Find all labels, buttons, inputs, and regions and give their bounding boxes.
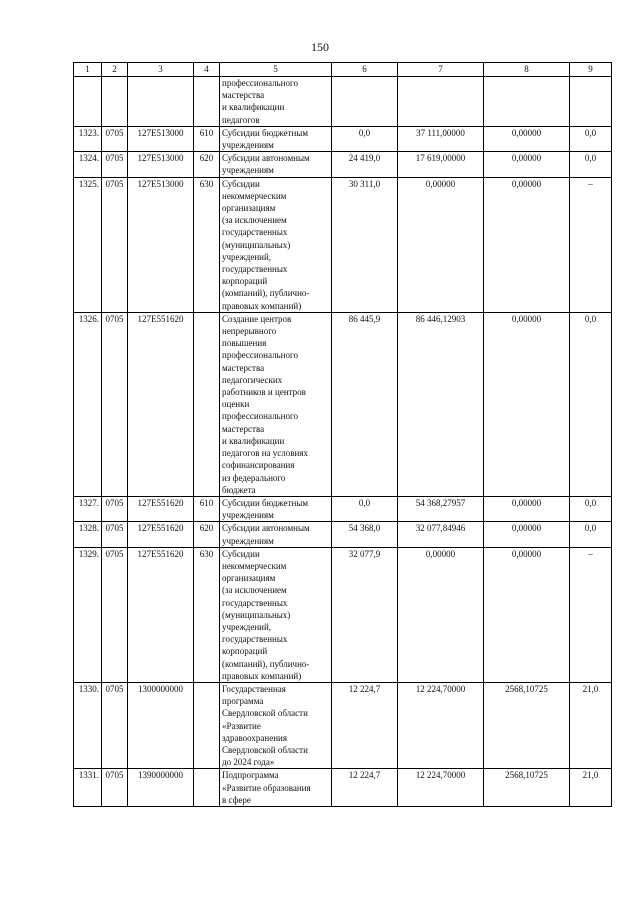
section-code: 0705 (102, 496, 128, 521)
amount-col-9: – (570, 177, 612, 312)
amount-col-7 (398, 77, 484, 127)
item-name: Создание центров непрерывного повышения профессионального мастерства педагогических работников и центров оценки профессионального мастерства и квалификации педагогов на условиях софинансирования из федерального бюджета (220, 312, 332, 496)
row-number: 1326. (74, 312, 102, 496)
item-name: Государственная программа Свердловской области «Развитие здравоохранения Свердловской области до 2024 года» (220, 682, 332, 768)
header-cell: 7 (398, 63, 484, 77)
amount-col-9: 0,0 (570, 126, 612, 151)
amount-col-7: 0,00000 (398, 177, 484, 312)
amount-col-8: 2568,10725 (484, 769, 570, 807)
target-code: 1390000000 (128, 769, 194, 807)
budget-table (73, 62, 612, 807)
amount-col-8: 0,00000 (484, 522, 570, 547)
amount-col-9: 0,0 (570, 152, 612, 177)
amount-col-8: 0,00000 (484, 496, 570, 521)
row-number: 1331. (74, 769, 102, 807)
section-code: 0705 (102, 126, 128, 151)
amount-col-6: 0,0 (332, 496, 398, 521)
expense-type (194, 769, 220, 807)
amount-col-8: 0,00000 (484, 547, 570, 682)
amount-col-9 (570, 77, 612, 127)
amount-col-7: 32 077,84946 (398, 522, 484, 547)
header-cell: 4 (194, 63, 220, 77)
target-code: 127E551620 (128, 547, 194, 682)
amount-col-6: 0,0 (332, 126, 398, 151)
table-row (74, 682, 612, 768)
amount-col-6: 54 368,0 (332, 522, 398, 547)
amount-col-6: 24 419,0 (332, 152, 398, 177)
table-row (74, 77, 612, 127)
target-code: 127E513000 (128, 152, 194, 177)
amount-col-6: 30 311,0 (332, 177, 398, 312)
item-name: Субсидии автономным учреждениям (220, 522, 332, 547)
item-name: Субсидии бюджетным учреждениям (220, 496, 332, 521)
amount-col-8: 2568,10725 (484, 682, 570, 768)
row-number: 1329. (74, 547, 102, 682)
expense-type (194, 682, 220, 768)
section-code: 0705 (102, 522, 128, 547)
section-code (102, 77, 128, 127)
amount-col-8: 0,00000 (484, 312, 570, 496)
amount-col-6: 32 077,9 (332, 547, 398, 682)
amount-col-9: – (570, 547, 612, 682)
target-code: 127E551620 (128, 496, 194, 521)
table-row (74, 769, 612, 807)
amount-col-9: 21,0 (570, 769, 612, 807)
item-name: Субсидии некоммерческим организациям (за исключением государственных (муниципальных) учреждений, государственных корпораций (компаний), публично- правовых компаний) (220, 177, 332, 312)
item-name: Субсидии некоммерческим организациям (за исключением государственных (муниципальных) учреждений, государственных корпораций (компаний), публично- правовых компаний) (220, 547, 332, 682)
amount-col-7: 86 446,12903 (398, 312, 484, 496)
table-row (74, 312, 612, 496)
row-number: 1324. (74, 152, 102, 177)
item-name: Субсидии автономным учреждениям (220, 152, 332, 177)
table-row (74, 547, 612, 682)
target-code: 127E513000 (128, 126, 194, 151)
header-row (74, 63, 612, 77)
row-number: 1327. (74, 496, 102, 521)
item-name: Субсидии бюджетным учреждениям (220, 126, 332, 151)
amount-col-9: 0,0 (570, 522, 612, 547)
header-cell: 9 (570, 63, 612, 77)
amount-col-9: 21,0 (570, 682, 612, 768)
header-cell: 3 (128, 63, 194, 77)
target-code (128, 77, 194, 127)
section-code: 0705 (102, 177, 128, 312)
target-code: 127E551620 (128, 312, 194, 496)
amount-col-7: 12 224,70000 (398, 769, 484, 807)
header-cell: 8 (484, 63, 570, 77)
target-code: 127E551620 (128, 522, 194, 547)
header-cell: 1 (74, 63, 102, 77)
expense-type (194, 312, 220, 496)
header-cell: 5 (220, 63, 332, 77)
table-row (74, 522, 612, 547)
section-code: 0705 (102, 769, 128, 807)
amount-col-8: 0,00000 (484, 152, 570, 177)
item-name: Подпрограмма «Развитие образования в сфере (220, 769, 332, 807)
expense-type: 610 (194, 126, 220, 151)
section-code: 0705 (102, 312, 128, 496)
row-number: 1330. (74, 682, 102, 768)
row-number: 1323. (74, 126, 102, 151)
target-code: 127E513000 (128, 177, 194, 312)
amount-col-7: 54 368,27957 (398, 496, 484, 521)
section-code: 0705 (102, 152, 128, 177)
amount-col-6 (332, 77, 398, 127)
amount-col-9: 0,0 (570, 496, 612, 521)
target-code: 1300000000 (128, 682, 194, 768)
amount-col-9: 0,0 (570, 312, 612, 496)
amount-col-6: 12 224,7 (332, 769, 398, 807)
section-code: 0705 (102, 682, 128, 768)
row-number (74, 77, 102, 127)
table-row (74, 152, 612, 177)
amount-col-8 (484, 77, 570, 127)
amount-col-8: 0,00000 (484, 126, 570, 151)
item-name: профессионального мастерства и квалификации педагогов (220, 77, 332, 127)
amount-col-6: 12 224,7 (332, 682, 398, 768)
section-code: 0705 (102, 547, 128, 682)
table-row (74, 496, 612, 521)
amount-col-8: 0,00000 (484, 177, 570, 312)
expense-type: 630 (194, 547, 220, 682)
amount-col-7: 17 619,00000 (398, 152, 484, 177)
amount-col-7: 12 224,70000 (398, 682, 484, 768)
amount-col-7: 0,00000 (398, 547, 484, 682)
page-number: 150 (311, 40, 329, 54)
expense-type: 610 (194, 496, 220, 521)
table-row (74, 126, 612, 151)
table-row (74, 177, 612, 312)
amount-col-7: 37 111,00000 (398, 126, 484, 151)
row-number: 1325. (74, 177, 102, 312)
expense-type: 620 (194, 522, 220, 547)
expense-type: 630 (194, 177, 220, 312)
expense-type: 620 (194, 152, 220, 177)
expense-type (194, 77, 220, 127)
amount-col-6: 86 445,9 (332, 312, 398, 496)
header-cell: 2 (102, 63, 128, 77)
row-number: 1328. (74, 522, 102, 547)
header-cell: 6 (332, 63, 398, 77)
